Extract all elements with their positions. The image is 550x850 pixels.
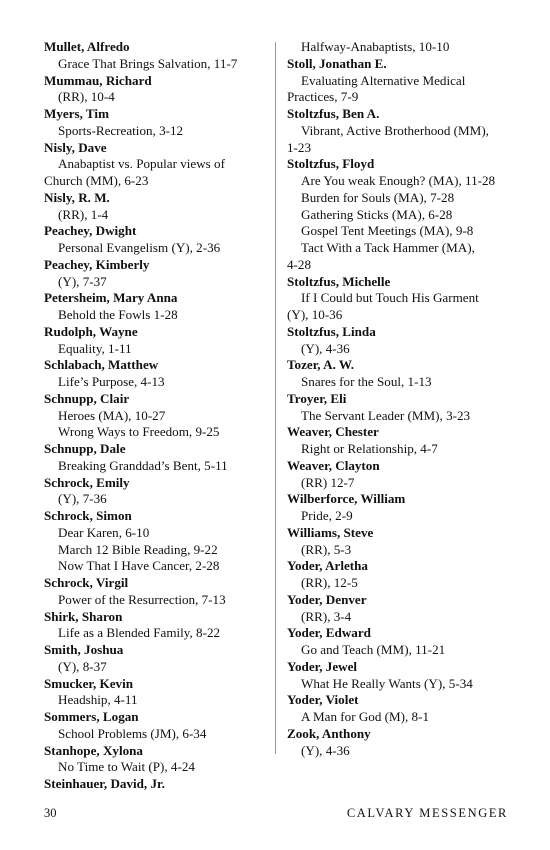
- article-title: (RR), 10-4: [58, 89, 115, 105]
- author-name: Smith, Joshua: [44, 642, 124, 657]
- index-entry: [44, 475, 268, 509]
- article-title: Anabaptist vs. Popular views of: [58, 156, 225, 172]
- article-title: Power of the Resurrection, 7-13: [58, 591, 226, 607]
- article-title: (RR), 1-4: [58, 206, 109, 222]
- article-title: (RR), 5-3: [301, 541, 352, 557]
- author-name: Myers, Tim: [44, 106, 109, 121]
- author-name: Shirk, Sharon: [44, 608, 123, 624]
- author-name: Yoder, Denver: [287, 591, 367, 607]
- index-entry: [44, 106, 268, 140]
- author-name: Stoltzfus, Michelle: [287, 273, 391, 289]
- article-title: (Y), 4-36: [301, 742, 350, 758]
- author-name: Stoltzfus, Ben A.: [287, 106, 380, 121]
- author-name: Stoltzfus, Linda: [287, 323, 376, 339]
- article-title: What He Really Wants (Y), 5-34: [301, 675, 473, 691]
- author-name: Schrock, Simon: [44, 508, 132, 523]
- article-title: Gathering Sticks (MA), 6-28: [301, 206, 453, 222]
- article-title: Heroes (MA), 10-27: [58, 407, 166, 423]
- index-entry: [44, 73, 268, 107]
- index-entry: [287, 692, 509, 726]
- article-title: (RR), 3-4: [301, 608, 352, 624]
- index-entry: [44, 324, 268, 358]
- author-name: Weaver, Clayton: [287, 457, 380, 473]
- index-entry: [44, 290, 268, 324]
- author-name: Schrock, Virgil: [44, 575, 129, 590]
- article-title: (RR) 12-7: [301, 474, 355, 490]
- article-title: Snares for the Soul, 1-13: [301, 374, 432, 389]
- index-entry: [287, 424, 509, 458]
- author-name: Steinhauer, David, Jr.: [44, 776, 165, 791]
- article-title: Wrong Ways to Freedom, 9-25: [58, 424, 220, 440]
- article-title: School Problems (JM), 6-34: [58, 725, 207, 741]
- author-name: Schnupp, Clair: [44, 390, 130, 406]
- article-title: Life as a Blended Family, 8-22: [58, 625, 221, 641]
- index-entry: [287, 659, 509, 693]
- index-entry: [44, 257, 268, 291]
- article-title: A Man for God (M), 8-1: [301, 709, 430, 724]
- index-entry: [287, 391, 509, 425]
- article-title-continuation: 4-28: [287, 256, 312, 272]
- article-title-continuation: Practices, 7-9: [287, 89, 359, 105]
- author-name: Smucker, Kevin: [44, 675, 133, 691]
- article-title: (Y), 8-37: [58, 658, 107, 674]
- article-title: Burden for Souls (MA), 7-28: [301, 189, 455, 205]
- index-entry: [44, 39, 268, 73]
- article-title: Gospel Tent Meetings (MA), 9-8: [301, 223, 474, 239]
- page-number: 30: [44, 806, 57, 820]
- article-title: Personal Evangelism (Y), 2-36: [58, 240, 221, 255]
- index-entry: [287, 625, 509, 659]
- article-title: (Y), 7-36: [58, 491, 107, 507]
- article-title: Now That I Have Cancer, 2-28: [58, 558, 220, 574]
- author-name: Mullet, Alfredo: [44, 39, 130, 54]
- article-title-continuation: 1-23: [287, 139, 312, 155]
- article-title: (Y), 4-36: [301, 340, 350, 356]
- index-entry: [287, 324, 509, 358]
- index-column-left: [44, 39, 268, 793]
- article-title-continuation: (Y), 10-36: [287, 307, 343, 322]
- author-name: Mummau, Richard: [44, 72, 152, 88]
- index-entry: [44, 190, 268, 224]
- author-name: Sommers, Logan: [44, 709, 139, 724]
- author-name: Tozer, A. W.: [287, 357, 355, 373]
- author-name: Zook, Anthony: [287, 725, 371, 741]
- article-title: Halfway-Anabaptists, 10-10: [301, 39, 450, 54]
- article-title-continuation: Church (MM), 6-23: [44, 173, 149, 188]
- author-name: Wilberforce, William: [287, 491, 406, 507]
- article-title: Are You weak Enough? (MA), 11-28: [301, 173, 496, 188]
- index-entry: [287, 56, 509, 106]
- article-title: Pride, 2-9: [301, 508, 353, 523]
- author-name: Nisly, R. M.: [44, 189, 110, 205]
- index-entry: [44, 642, 268, 676]
- index-entry: [287, 458, 509, 492]
- article-title: Behold the Fowls 1-28: [58, 307, 178, 322]
- index-entry: [44, 743, 268, 777]
- index-entry: [44, 575, 268, 609]
- author-name: Peachey, Dwight: [44, 223, 137, 239]
- column-divider: [275, 42, 276, 754]
- index-entry: [44, 223, 268, 257]
- article-title: The Servant Leader (MM), 3-23: [301, 407, 471, 423]
- author-name: Schlabach, Matthew: [44, 357, 159, 373]
- author-name: Schnupp, Dale: [44, 441, 126, 456]
- index-entry: [44, 676, 268, 710]
- author-name: Stoll, Jonathan E.: [287, 55, 387, 71]
- author-name: Weaver, Chester: [287, 424, 379, 440]
- index-entry: [287, 726, 509, 760]
- article-title: Vibrant, Active Brotherhood (MM),: [301, 122, 489, 138]
- article-title: (Y), 7-37: [58, 273, 107, 289]
- article-title: Sports-Recreation, 3-12: [58, 122, 184, 138]
- index-entry: [287, 525, 509, 559]
- article-title: Right or Relationship, 4-7: [301, 441, 438, 456]
- author-name: Yoder, Edward: [287, 625, 371, 641]
- index-entry: [44, 140, 268, 190]
- index-entry: [287, 106, 509, 156]
- article-title: Dear Karen, 6-10: [58, 524, 150, 540]
- author-name: Peachey, Kimberly: [44, 256, 150, 272]
- article-title: March 12 Bible Reading, 9-22: [58, 541, 218, 557]
- author-name: Stoltzfus, Floyd: [287, 156, 375, 172]
- index-entry: [44, 609, 268, 643]
- index-entry: [287, 592, 509, 626]
- index-entry: [287, 274, 509, 324]
- index-entry: [44, 709, 268, 743]
- author-name: Yoder, Jewel: [287, 658, 358, 674]
- article-title: (RR), 12-5: [301, 575, 358, 590]
- index-entry: [44, 357, 268, 391]
- index-entry: [44, 776, 268, 793]
- index-entry: [44, 508, 268, 575]
- author-name: Yoder, Violet: [287, 692, 359, 708]
- author-name: Yoder, Arletha: [287, 558, 368, 574]
- index-entry: [287, 357, 509, 391]
- index-entry: [44, 441, 268, 475]
- article-title: Headship, 4-11: [58, 692, 138, 708]
- index-entry: [44, 391, 268, 441]
- article-title: No Time to Wait (P), 4-24: [58, 759, 195, 775]
- author-name: Schrock, Emily: [44, 474, 130, 490]
- index-entry: [287, 491, 509, 525]
- article-title: If I Could but Touch His Garment: [301, 290, 479, 306]
- author-name: Rudolph, Wayne: [44, 323, 138, 339]
- index-column-right: [287, 39, 509, 759]
- author-name: Troyer, Eli: [287, 390, 347, 406]
- index-entry: [287, 39, 509, 56]
- author-name: Petersheim, Mary Anna: [44, 290, 178, 306]
- article-title: Equality, 1-11: [58, 340, 132, 356]
- author-name: Nisly, Dave: [44, 139, 107, 155]
- article-title: Grace That Brings Salvation, 11-7: [58, 55, 238, 71]
- publication-title: CALVARY MESSENGER: [346, 806, 508, 820]
- author-name: Williams, Steve: [287, 524, 374, 540]
- index-entry: [287, 558, 509, 592]
- article-title: Life’s Purpose, 4-13: [58, 374, 165, 389]
- index-entry: [287, 156, 509, 273]
- article-title: Evaluating Alternative Medical: [301, 72, 466, 88]
- article-title: Go and Teach (MM), 11-21: [301, 642, 446, 657]
- article-title: Breaking Granddad’s Bent, 5-11: [58, 457, 228, 473]
- author-name: Stanhope, Xylona: [44, 742, 143, 758]
- article-title: Tact With a Tack Hammer (MA),: [301, 240, 475, 255]
